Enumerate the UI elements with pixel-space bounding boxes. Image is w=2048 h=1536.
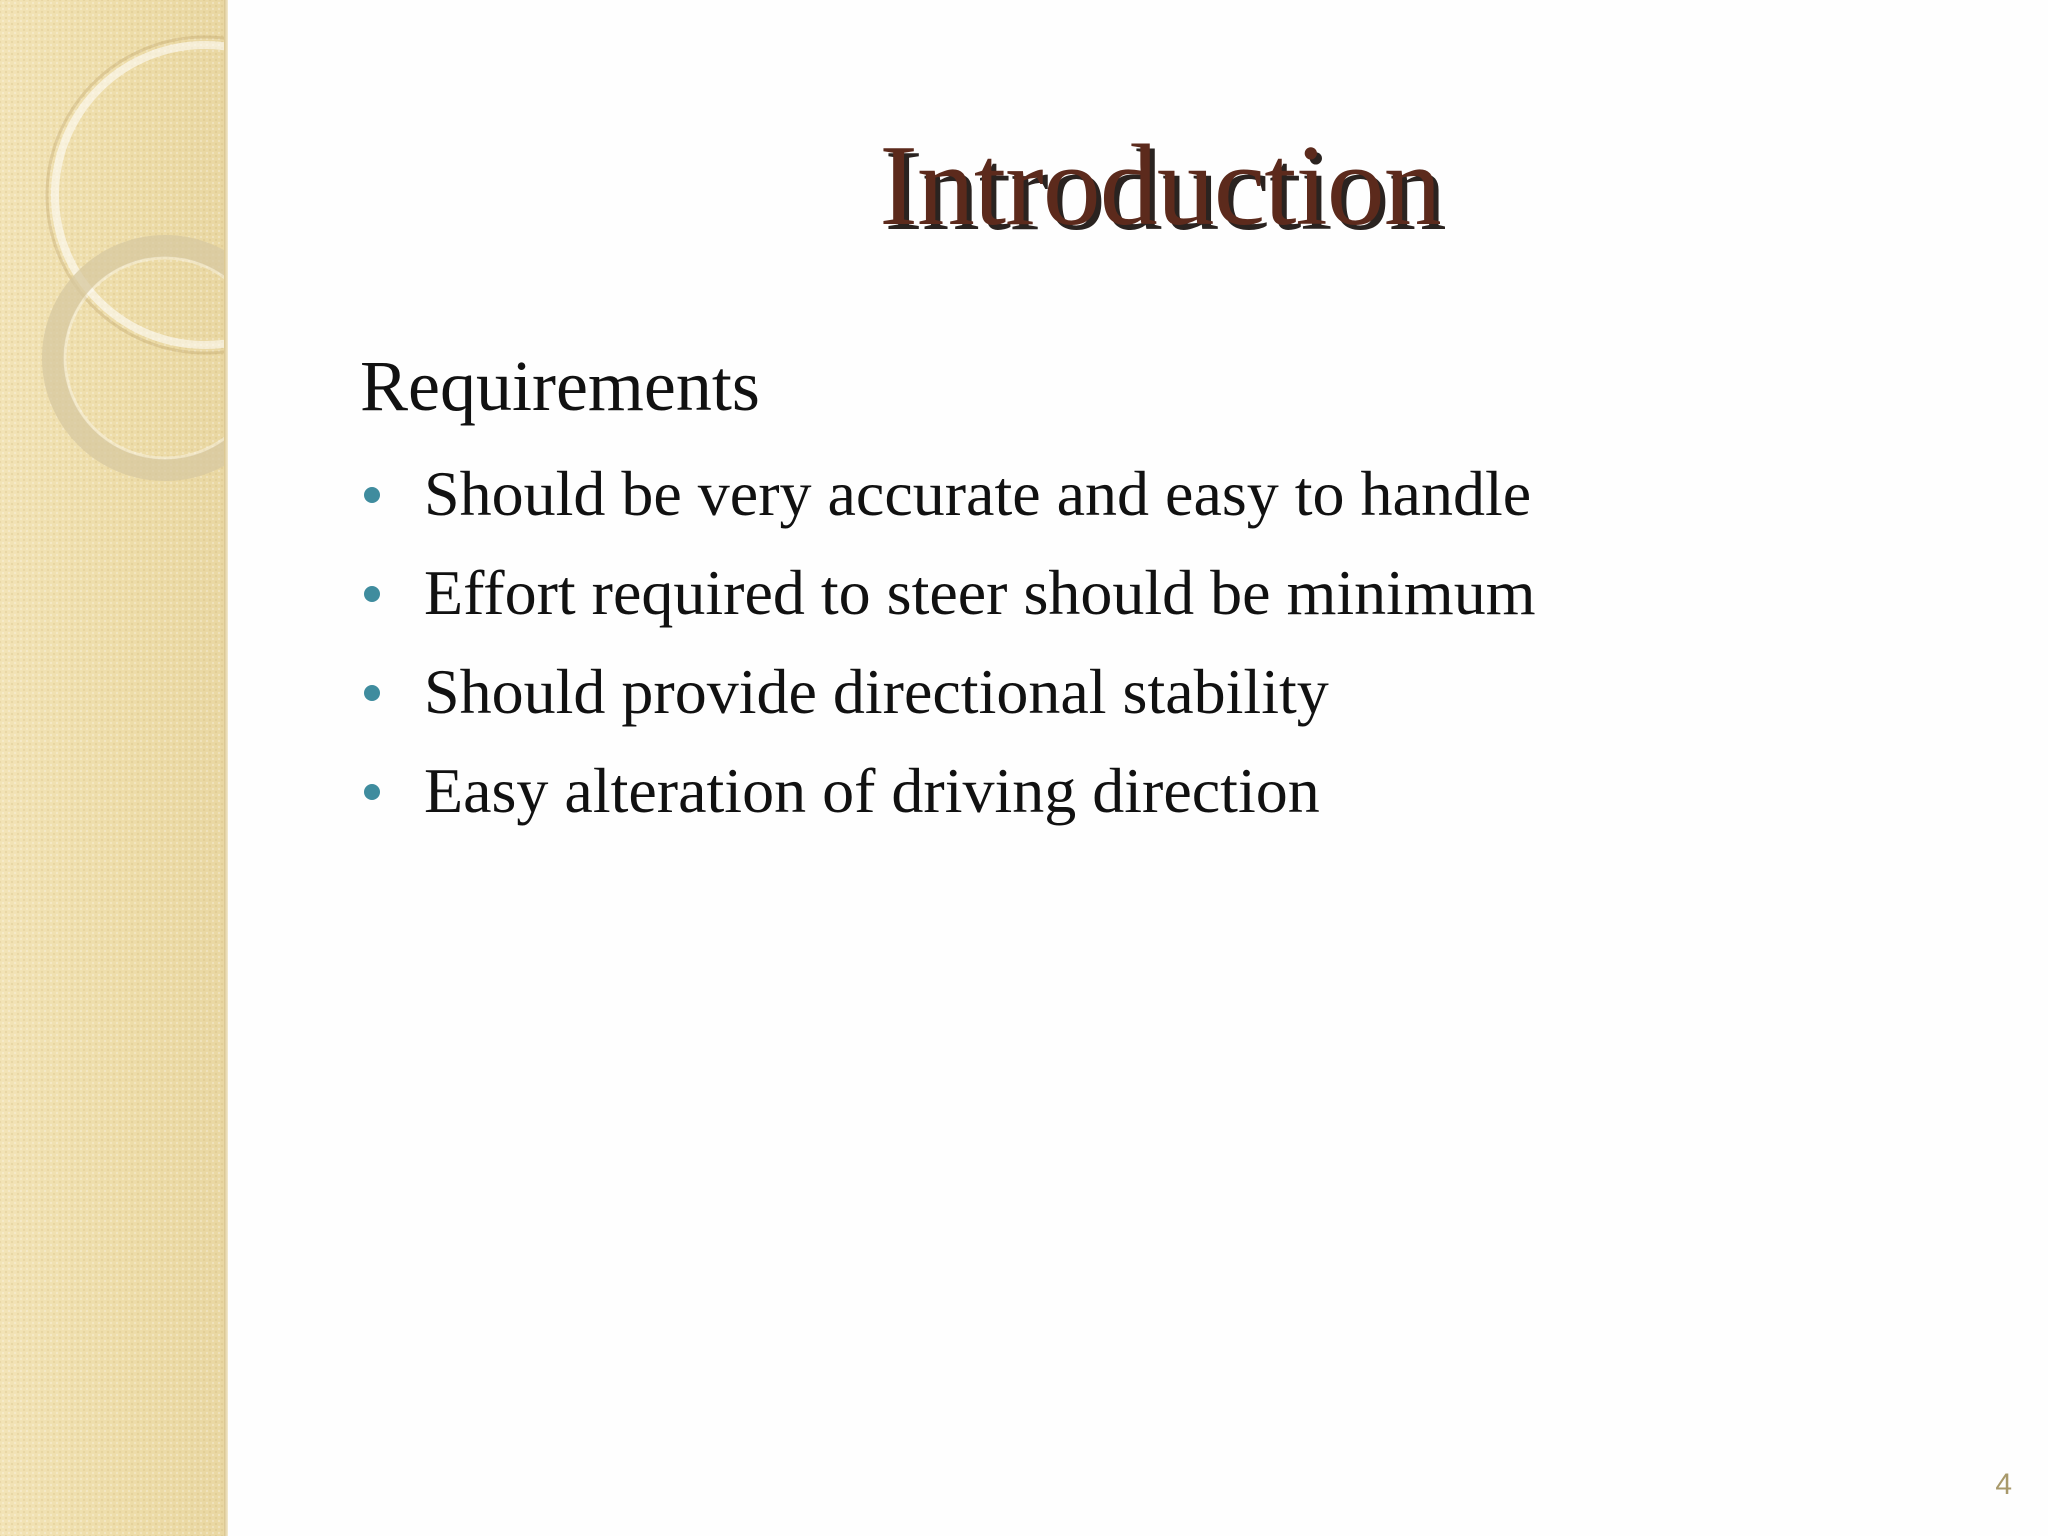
side-panel-edge [224, 0, 228, 1536]
subheading-requirements: Requirements [360, 346, 760, 426]
slide-title: Introduction [879, 122, 1441, 250]
list-item-text: Effort required to steer should be minimum [424, 557, 1536, 628]
list-item [360, 444, 1860, 543]
requirements-list [360, 444, 1860, 840]
list-item-text: Should be very accurate and easy to handle [424, 458, 1532, 529]
decorative-rings-graphic [0, 0, 224, 520]
small-ring [53, 246, 224, 470]
list-item-text: Should provide directional stability [424, 656, 1329, 727]
decorative-side-panel [0, 0, 224, 1536]
bullet-dot-icon [364, 784, 380, 800]
list-item [360, 543, 1860, 642]
list-item-text: Easy alteration of driving direction [424, 755, 1320, 826]
bullet-dot-icon [364, 487, 380, 503]
bullet-dot-icon [364, 586, 380, 602]
bullet-dot-icon [364, 685, 380, 701]
list-item [360, 642, 1860, 741]
slide-content [360, 346, 1860, 840]
list-item [360, 741, 1860, 840]
page-number: 4 [1995, 1468, 2012, 1501]
